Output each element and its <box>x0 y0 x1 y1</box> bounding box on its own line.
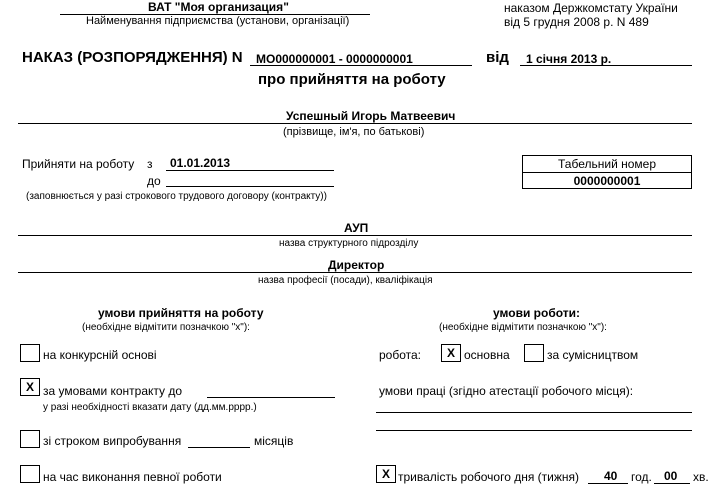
order-date: 1 січня 2013 р. <box>526 52 612 66</box>
duration-hours-unit: год. <box>631 470 652 484</box>
duration-label: тривалість робочого дня (тижня) <box>398 470 580 484</box>
duration-minutes-underline <box>654 483 690 484</box>
probation-checkbox[interactable] <box>20 430 40 448</box>
work-conditions-line-2[interactable] <box>376 430 692 431</box>
order-date-underline <box>520 65 692 66</box>
duration-minutes[interactable]: 00 <box>664 469 678 483</box>
hire-to-label: до <box>147 174 161 188</box>
organization-caption: Найменування підприємства (установи, організації) <box>86 15 350 27</box>
employee-name-caption: (прізвище, ім'я, по батькові) <box>283 126 425 138</box>
duration-hours[interactable]: 40 <box>604 469 618 483</box>
order-subject: про прийняття на роботу <box>258 71 446 88</box>
organization-name: ВАТ "Моя организация" <box>148 0 289 14</box>
main-job-checkbox[interactable]: Х <box>441 344 461 362</box>
department-name: АУП <box>344 221 369 235</box>
competitive-checkbox[interactable] <box>20 344 40 362</box>
order-number-underline <box>250 65 472 66</box>
work-conditions-line-1[interactable] <box>376 412 692 413</box>
hire-note: (заповнюється у разі строкового трудового договору (контракту)) <box>26 191 327 202</box>
employee-name: Успешный Игорь Матвеевич <box>286 109 456 123</box>
task-checkbox[interactable] <box>20 465 40 483</box>
position-caption: назва професії (посади), кваліфікація <box>258 275 433 286</box>
contract-checkbox[interactable]: Х <box>20 378 40 396</box>
duration-minutes-unit: хв. <box>693 470 709 484</box>
tabel-number-caption: Табельний номер <box>558 157 656 171</box>
department-underline <box>18 235 692 236</box>
parttime-checkbox[interactable] <box>524 344 544 362</box>
hire-from-label: з <box>147 157 153 171</box>
left-section-title: умови прийняття на роботу <box>98 306 264 320</box>
hire-from-underline <box>166 170 334 171</box>
employee-name-underline <box>18 123 692 124</box>
order-date-label: від <box>486 49 509 66</box>
duration-checkbox[interactable]: Х <box>376 465 396 483</box>
hire-from-date[interactable]: 01.01.2013 <box>170 156 231 170</box>
contract-label: за умовами контракту до <box>43 384 183 398</box>
work-conditions-label: умови праці (згідно атестації робочого місця): <box>379 384 634 398</box>
right-section-subtitle: (необхідне відмітити позначкою "х"): <box>439 322 607 333</box>
position-underline <box>18 272 692 273</box>
hire-label: Прийняти на роботу <box>22 157 135 171</box>
contract-date-field[interactable] <box>207 397 335 398</box>
competitive-label: на конкурсній основі <box>43 348 157 362</box>
parttime-label: за сумісництвом <box>547 348 639 362</box>
tabel-number-box <box>522 155 692 189</box>
left-section-subtitle: (необхідне відмітити позначкою "х"): <box>82 322 250 333</box>
order-number: МО000000001 - 0000000001 <box>256 52 413 66</box>
tabel-number-value: 0000000001 <box>523 172 691 189</box>
contract-note: у разі необхідності вказати дату (дд.мм.рррр.) <box>43 402 257 413</box>
order-title: НАКАЗ (РОЗПОРЯДЖЕННЯ) N <box>22 49 243 66</box>
probation-unit: місяців <box>254 434 294 448</box>
task-label: на час виконання певної роботи <box>43 470 222 484</box>
probation-label: зі строком випробування <box>43 434 182 448</box>
duration-hours-underline <box>588 483 628 484</box>
approval-line-1: наказом Держкомстату України <box>504 1 678 15</box>
department-caption: назва структурного підрозділу <box>279 238 419 249</box>
work-type-label: робота: <box>379 348 421 362</box>
right-section-title: умови роботи: <box>493 306 581 320</box>
hire-to-underline <box>166 186 334 187</box>
main-job-label: основна <box>464 348 510 362</box>
probation-months-field[interactable] <box>188 447 250 448</box>
approval-line-2: від 5 грудня 2008 р. N 489 <box>504 15 649 29</box>
position-name: Директор <box>328 258 385 272</box>
